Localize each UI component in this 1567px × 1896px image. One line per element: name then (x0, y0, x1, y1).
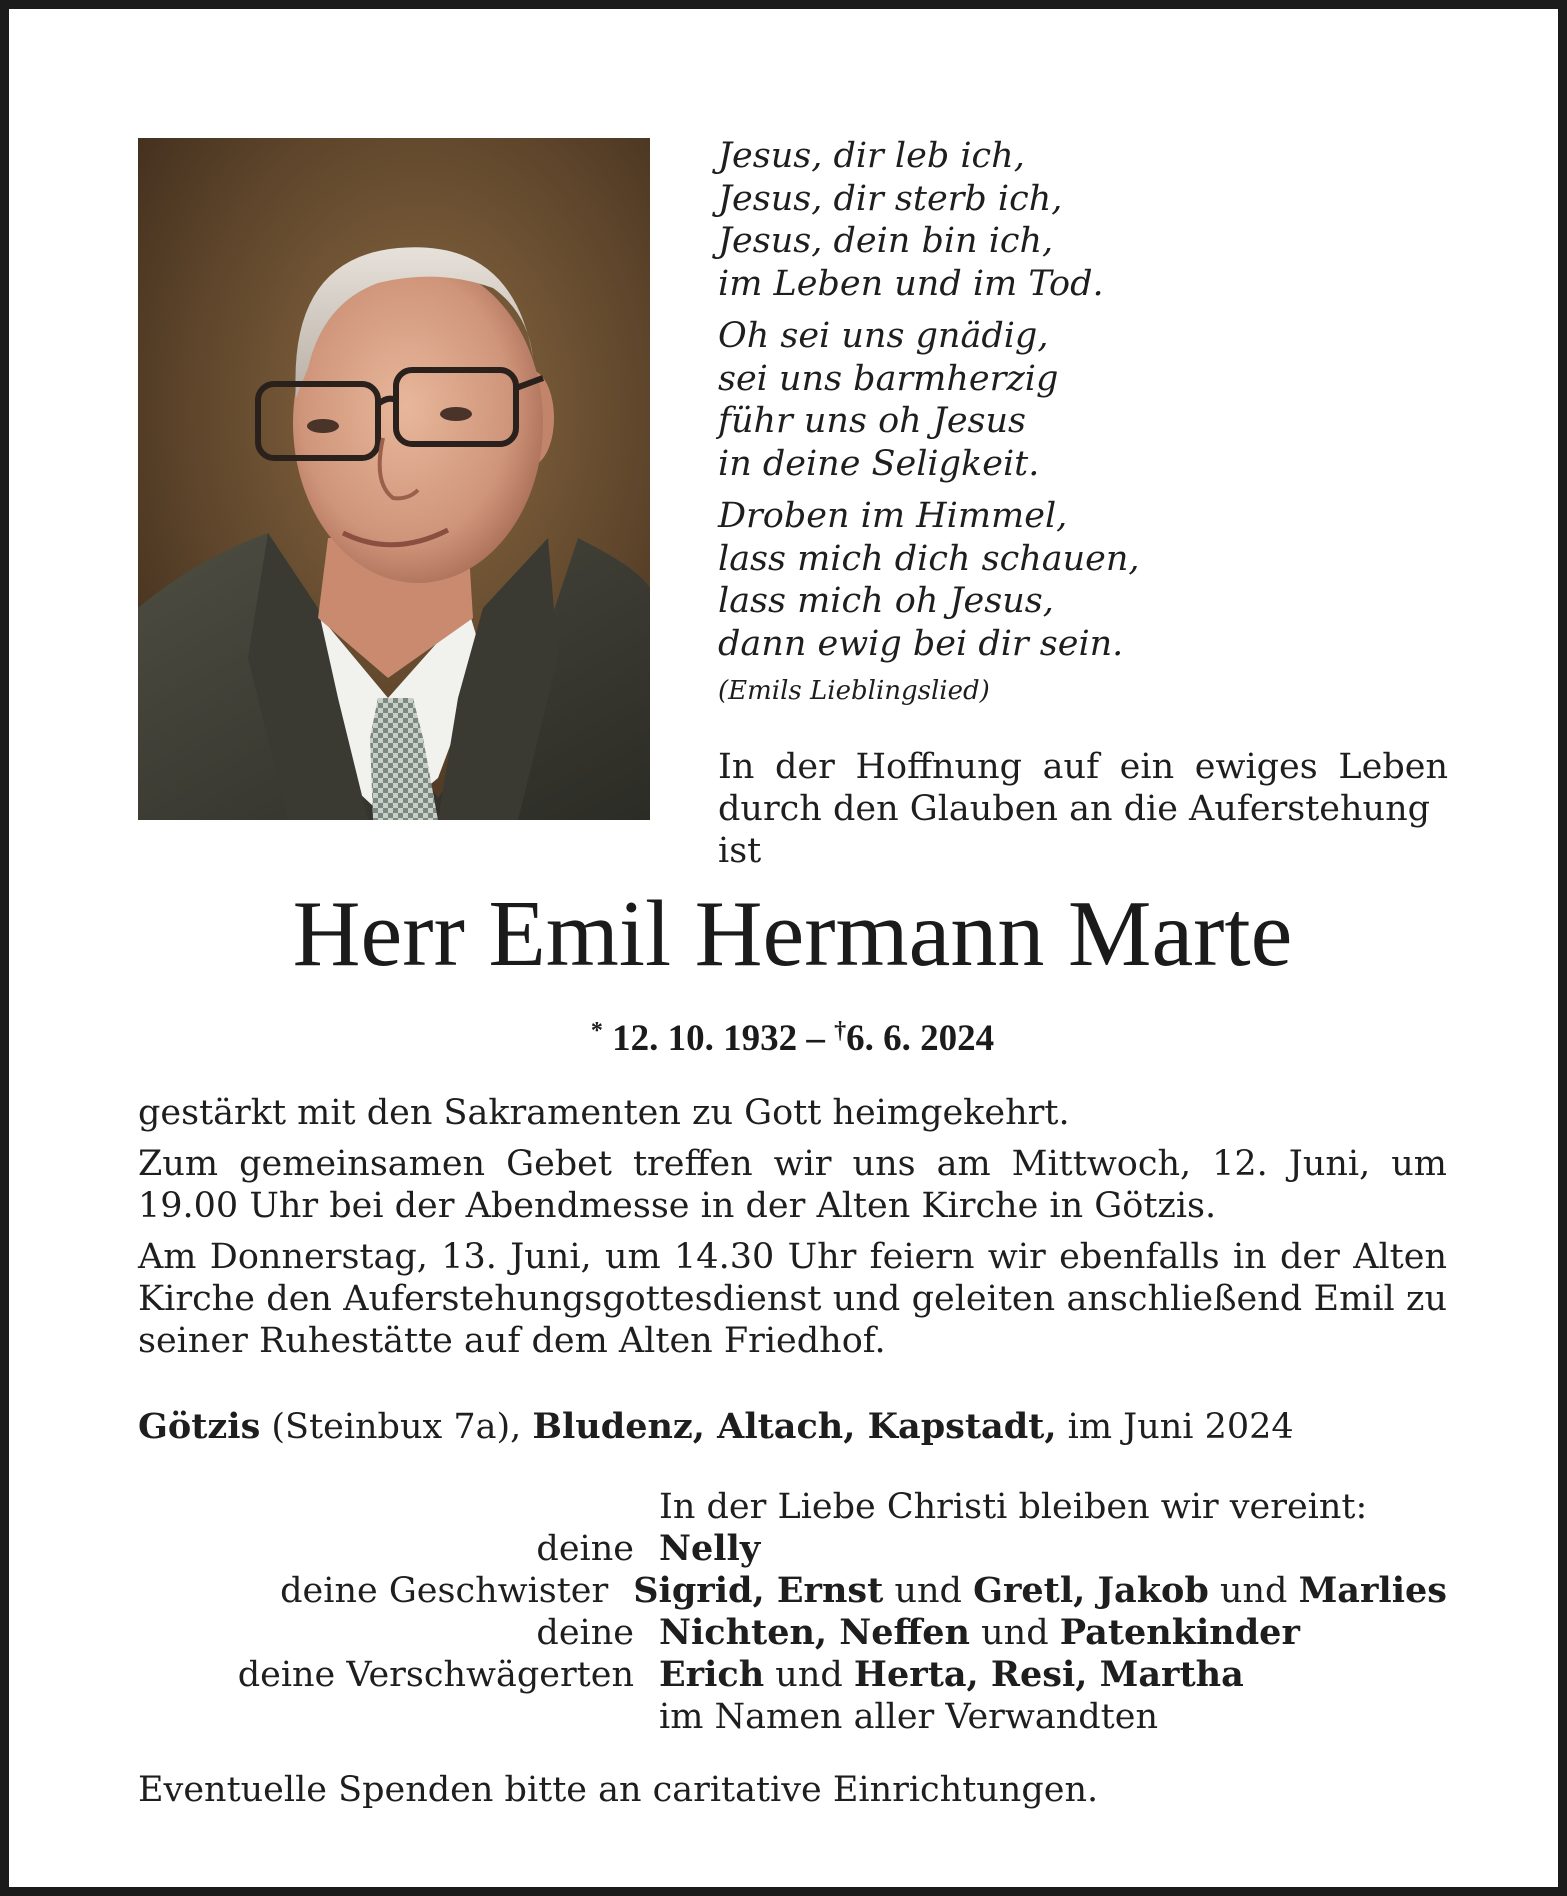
connector-text: und (764, 1655, 854, 1695)
mourner-row (138, 1570, 1447, 1612)
poem-line: Jesus, dein bin ich, (718, 221, 1054, 261)
notice-date: im Juni 2024 (1056, 1407, 1294, 1447)
prayer-notice: Zum gemeinsamen Gebet treffen wir uns am Mittwoch, 12. Juni, um 19.00 Uhr bei der Abendmesse in der Alten Kirche in Götzis. (138, 1144, 1447, 1226)
poem-line: führ uns oh Jesus (718, 401, 1027, 441)
poem-source-note: (Emils Lieblingslied) (718, 676, 990, 706)
mourner-name: Marlies (1298, 1570, 1447, 1611)
mourners-closing-row (138, 1696, 1447, 1738)
relation-label: deine Verschwägerten (237, 1655, 634, 1695)
mourner-name: Nichten, Neffen (659, 1612, 971, 1653)
poem-line: sei uns barmherzig (718, 358, 1059, 399)
poem-line: Jesus, dir leb ich, (718, 136, 1025, 176)
mourner-rows (138, 1528, 1447, 1696)
funeral-notice: Am Donnerstag, 13. Juni, um 14.30 Uhr feiern wir ebenfalls in der Alten Kirche den Auferstehungsgottesdienst und geleiten anschließend Emil zu seiner Ruhestätte auf dem Alten Friedhof. (138, 1237, 1447, 1361)
connector-text: und (883, 1571, 974, 1611)
relation-label: deine (536, 1529, 634, 1569)
poem-stanza (718, 495, 1478, 665)
connector-text: und (970, 1613, 1060, 1653)
poem-line: lass mich dich schauen, (718, 538, 1140, 579)
mourner-row (138, 1612, 1447, 1654)
poem-line: Droben im Himmel, (718, 496, 1068, 536)
mourners-intro-row (138, 1486, 1447, 1528)
deceased-name: Herr Emil Hermann Marte (292, 882, 1293, 986)
hope-statement (718, 746, 1448, 872)
connector-text: und (1208, 1571, 1299, 1611)
hope-line: In der Hoffnung auf ein ewiges Leben (718, 747, 1448, 787)
date-dash: – (806, 1018, 825, 1059)
life-dates (138, 1008, 1447, 1062)
death-symbol: † (834, 1018, 847, 1044)
mourner-name: Erich (659, 1654, 765, 1695)
donation-note: Eventuelle Spenden bitte an caritative Einrichtungen. (138, 1770, 1099, 1810)
mourner-name: Patenkinder (1059, 1612, 1300, 1653)
mourner-row (138, 1654, 1447, 1696)
mourners-list (138, 1486, 1447, 1738)
mourner-names (659, 1654, 1447, 1696)
other-towns: Bludenz, Altach, Kapstadt, (532, 1406, 1057, 1447)
death-date: 6. 6. 2024 (846, 1018, 995, 1059)
portrait-image (138, 138, 650, 820)
birth-date: 12. 10. 1932 (612, 1018, 798, 1059)
poem-line: in deine Seligkeit. (718, 443, 1040, 484)
poem-stanza (718, 135, 1478, 305)
poem-line: dann ewig bei dir sein. (718, 623, 1124, 664)
home-address: (Steinbux 7a), (260, 1407, 533, 1447)
hope-line: durch den Glauben an die Auferstehung ist (718, 789, 1431, 871)
mourner-name: Sigrid, Ernst (633, 1570, 884, 1611)
portrait-photo (138, 138, 650, 820)
sacraments-line: gestärkt mit den Sakramenten zu Gott heimgekehrt. (138, 1093, 1070, 1133)
mourner-names (633, 1570, 1447, 1612)
poem-stanza (718, 315, 1478, 485)
poem (718, 135, 1478, 707)
mourner-names (659, 1528, 1447, 1570)
poem-line: Oh sei uns gnädig, (718, 316, 1049, 356)
mourners-closing: im Namen aller Verwandten (659, 1697, 1158, 1737)
mourner-row (138, 1528, 1447, 1570)
home-town: Götzis (138, 1406, 261, 1447)
mourners-intro: In der Liebe Christi bleiben wir vereint: (659, 1487, 1368, 1527)
mourner-name: Herta, Resi, Martha (853, 1654, 1244, 1695)
mourner-names (659, 1612, 1447, 1654)
place-and-date (138, 1406, 1447, 1448)
poem-line: lass mich oh Jesus, (718, 581, 1054, 621)
birth-symbol: * (590, 1018, 603, 1044)
mourner-name: Gretl, Jakob (973, 1570, 1209, 1611)
poem-line: Jesus, dir sterb ich, (718, 178, 1063, 219)
relation-label: deine Geschwister (280, 1571, 609, 1611)
poem-line: im Leben und im Tod. (718, 263, 1104, 304)
relation-label: deine (536, 1613, 634, 1653)
mourner-name: Nelly (659, 1528, 761, 1569)
announcement-text (138, 1092, 1447, 1362)
